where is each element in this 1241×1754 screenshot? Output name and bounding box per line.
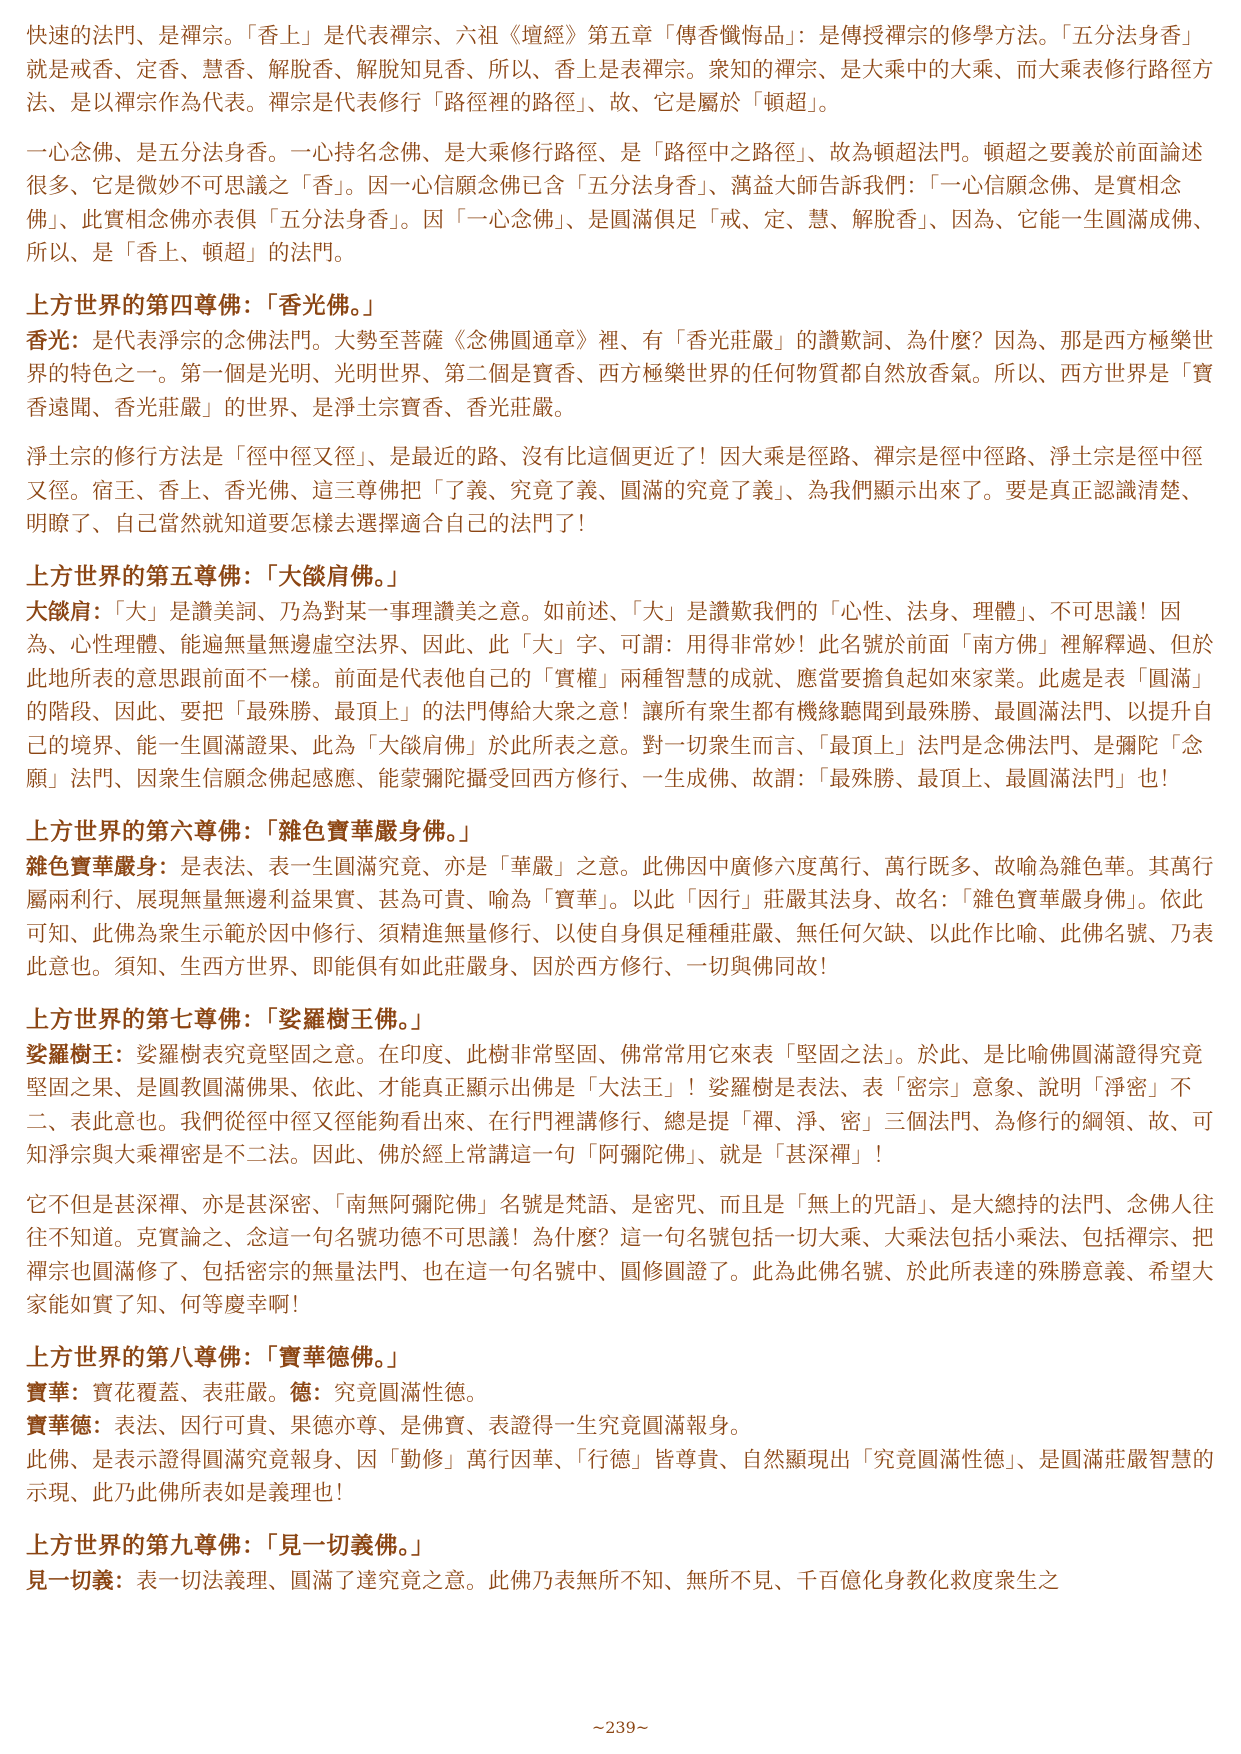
- term-label: 香光：: [26, 328, 93, 354]
- term-label: 雜色寶華嚴身：: [26, 854, 181, 880]
- term-text: 表一切法義理、圓滿了達究竟之意。此佛乃表無所不知、無所不見、千百億化身教化救度衆生之: [136, 1568, 1061, 1594]
- paragraph: 它不但是甚深禪、亦是甚深密、「南無阿彌陀佛」名號是梵語、是密咒、而且是「無上的咒語」、是大總持的法門、念佛人往往不知道。克實論之、念這一句名號功德不可思議！為什麼？這一句名號包括一切大乘、大乘法包括小乘法、包括禪宗、把禪宗也圓滿修了、包括密宗的無量法門、也在這一句名號中、圓修圓證了。此為此佛名號、於此所表達的殊勝意義、希望大家能如實了知、何等慶幸啊！: [26, 1192, 1215, 1318]
- section-heading: 上方世界的第五尊佛：「大燄肩佛。」: [26, 562, 411, 590]
- definition-paragraph: [26, 596, 1218, 797]
- paragraph-chan-school: 快速的法門、是禪宗。「香上」是代表禪宗、六祖《壇經》第五章「傳香懺悔品」：是傳授禪宗的修學方法。「五分法身香」就是戒香、定香、慧香、解脫香、解脫知見香、所以、香上是表禪宗。衆知的禪宗、是大乘中的大乘、而大乘表修行路徑方法、是以禪宗作為代表。禪宗是代表修行「路徑裡的路徑」、故、它是屬於「頓超」。: [26, 24, 1215, 116]
- definition-paragraph: [26, 1039, 1218, 1173]
- section-heading: 上方世界的第八尊佛：「寶華德佛。」: [26, 1343, 411, 1371]
- definition-paragraph: [26, 1565, 1218, 1599]
- section-fourth-buddha: [26, 287, 1218, 542]
- term-text: 是表法、表一生圓滿究竟、亦是「華嚴」之意。此佛因中廣修六度萬行、萬行既多、故喻為雜色華。其萬行屬兩利行、展現無量無邊利益果實、甚為可貴、喻為「寶華」。以此「因行」莊嚴其法身、故名：「雜色寶華嚴身佛」。依此可知、此佛為衆生示範於因中修行、須精進無量修行、以使自身俱足種種莊嚴、無任何欠缺、以此作比喻、此佛名號、乃表此意也。須知、生西方世界、即能俱有如此莊嚴身、因於西方修行、一切與佛同故！: [26, 854, 1215, 980]
- definition-line: [26, 1410, 1218, 1444]
- term-text: 寶花覆蓋、表莊嚴。: [92, 1380, 291, 1406]
- section-eighth-buddha: [26, 1339, 1218, 1511]
- section-heading: 上方世界的第七尊佛：「娑羅樹王佛。」: [26, 1005, 435, 1033]
- term-text: 究竟圓滿性德。: [334, 1380, 489, 1406]
- term-label: 寶華德：: [26, 1414, 115, 1439]
- term-label: 娑羅樹王：: [26, 1042, 137, 1068]
- paragraph-five-incense: 一心念佛、是五分法身香。一心持名念佛、是大乘修行路徑、是「路徑中之路徑」、故為頓超法門。頓超之要義於前面論述很多、它是微妙不可思議之「香」。因一心信願念佛已含「五分法身香」、蕅益大師告訴我們：「一心信願念佛、是實相念佛」、此實相念佛亦表俱「五分法身香」。因「一心念佛」、是圓滿俱足「戒、定、慧、解脫香」、因為、它能一生圓滿成佛、所以、是「香上、頓超」的法門。: [26, 140, 1216, 266]
- section-sixth-buddha: [26, 813, 1218, 985]
- page-number: ~239~: [591, 1718, 650, 1737]
- definition-line: [26, 1377, 1218, 1411]
- paragraph: 淨土宗的修行方法是「徑中徑又徑」、是最近的路、沒有比這個更近了！因大乘是徑路、禪宗是徑中徑路、淨土宗是徑中徑又徑。宿王、香上、香光佛、這三尊佛把「了義、究竟了義、圓滿的究竟了義」、為我們顯示出來了。要是真正認識清楚、明瞭了、自己當然就知道要怎樣去選擇適合自己的法門了！: [26, 445, 1204, 537]
- section-fifth-buddha: [26, 558, 1218, 797]
- term-label: 德：: [290, 1380, 335, 1406]
- section-heading: 上方世界的第六尊佛：「雜色寶華嚴身佛。」: [26, 817, 483, 845]
- term-label: 大燄肩：: [26, 599, 115, 625]
- paragraph: 此佛、是表示證得圓滿究竟報身、因「勤修」萬行因華、「行德」皆尊貴、自然顯現出「究竟圓滿性德」、是圓滿莊嚴智慧的示現、此乃此佛所表如是義理也！: [26, 1447, 1215, 1506]
- section-heading: 上方世界的第四尊佛：「香光佛。」: [26, 291, 387, 319]
- term-label: 見一切義：: [26, 1568, 137, 1594]
- definition-paragraph: [26, 325, 1218, 426]
- section-heading: 上方世界的第九尊佛：「見一切義佛。」: [26, 1531, 435, 1559]
- term-text: 是代表淨宗的念佛法門。大勢至菩薩《念佛圓通章》裡、有「香光莊嚴」的讚歎詞、為什麼？因為、那是西方極樂世界的特色之一。第一個是光明、光明世界、第二個是寶香、西方極樂世界的任何物質都自然放香氣。所以、西方世界是「寶香遠聞、香光莊嚴」的世界、是淨土宗寶香、香光莊嚴。: [26, 328, 1215, 421]
- definition-paragraph: [26, 851, 1218, 985]
- term-text: 「大」是讚美詞、乃為對某一事理讚美之意。如前述、「大」是讚歎我們的「心性、法身、理體」、不可思議！因為、心性理體、能遍無量無邊虛空法界、因此、此「大」字、可謂：用得非常妙！此名號於前面「南方佛」裡解釋過、但於此地所表的意思跟前面不一樣。前面是代表他自己的「實權」兩種智慧的成就、應當要擔負起如來家業。此處是表「圓滿」的階段、因此、要把「最殊勝、最頂上」的法門傳給大衆之意！讓所有衆生都有機緣聽聞到最殊勝、最圓滿法門、以提升自己的境界、能一生圓滿證果、此為「大燄肩佛」於此所表之意。對一切衆生而言、「最頂上」法門是念佛法門、是彌陀「念願」法門、因衆生信願念佛起感應、能蒙彌陀攝受回西方修行、一生成佛、故謂：「最殊勝、最頂上、最圓滿法門」也！: [26, 599, 1215, 792]
- term-text: 娑羅樹表究竟堅固之意。在印度、此樹非常堅固、佛常常用它來表「堅固之法」。於此、是比喻佛圓滿證得究竟堅固之果、是圓教圓滿佛果、依此、才能真正顯示出佛是「大法王」！娑羅樹是表法、表「密宗」意象、說明「淨密」不二、表此意也。我們從徑中徑又徑能夠看出來、在行門裡講修行、總是提「禪、淨、密」三個法門、為修行的綱領、故、可知淨宗與大乘禪密是不二法。因此、佛於經上常講這一句「阿彌陀佛」、就是「甚深禪」！: [26, 1042, 1215, 1168]
- term-text: 表法、因行可貴、果德亦尊、是佛寶、表證得一生究竟圓滿報身。: [114, 1414, 753, 1439]
- term-label: 寶華：: [26, 1380, 93, 1406]
- section-ninth-buddha: [26, 1527, 1218, 1599]
- section-seventh-buddha: [26, 1001, 1218, 1323]
